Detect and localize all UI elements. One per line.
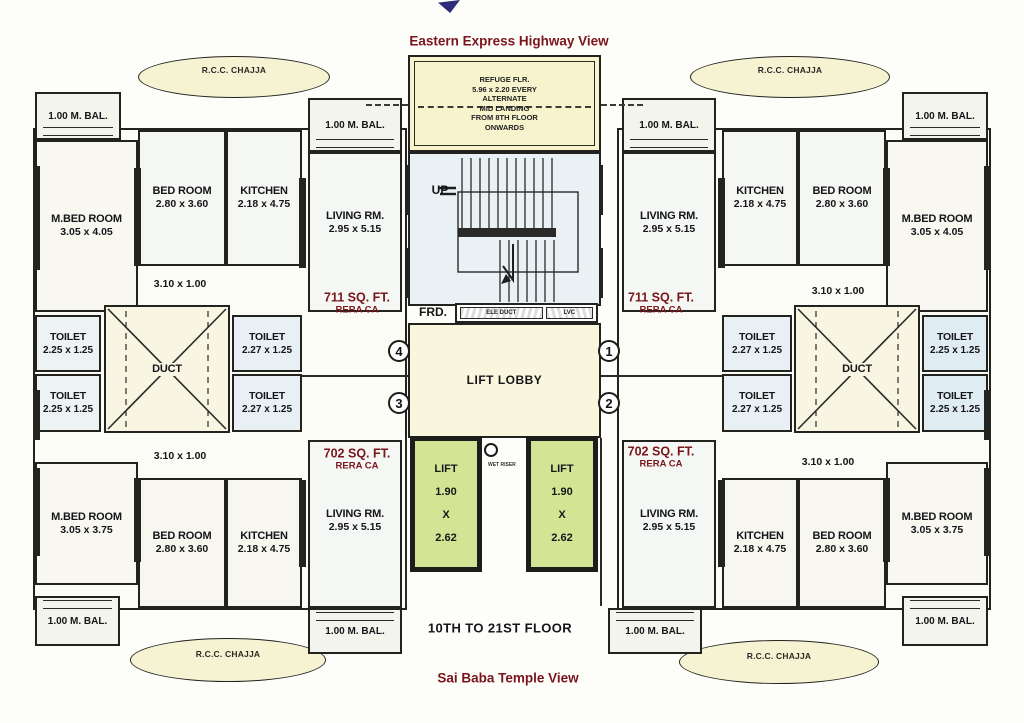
room-dim: 2.80 x 3.60 bbox=[815, 543, 869, 555]
duct-label: DUCT bbox=[149, 363, 185, 376]
room-dim: 2.95 x 5.15 bbox=[642, 223, 696, 235]
wall-segment bbox=[299, 178, 306, 268]
lift-dim: 2.62 bbox=[551, 532, 573, 544]
core-wall-left-lower bbox=[405, 438, 407, 606]
balcony-rail bbox=[316, 612, 394, 621]
room-mbed-top-left bbox=[35, 140, 138, 312]
flat-separation-left bbox=[302, 375, 408, 377]
flat-circle-3 bbox=[388, 392, 410, 414]
floor-range-label: 10TH TO 21ST FLOOR bbox=[427, 620, 573, 636]
room-bed-bottom-left bbox=[138, 478, 226, 608]
room-kitchen-bottom-right bbox=[722, 478, 798, 608]
balcony-mid-bottom-right bbox=[608, 608, 702, 654]
balcony-label: 1.00 M. BAL. bbox=[915, 615, 975, 627]
balcony-top-right-corner bbox=[902, 92, 988, 140]
room-bed-top-right bbox=[798, 130, 886, 266]
rera-label: RERA CA bbox=[335, 460, 379, 472]
staircase bbox=[410, 154, 599, 304]
sqft-label: 702 SQ. FT. bbox=[323, 446, 391, 461]
room-dim: 3.05 x 3.75 bbox=[910, 523, 964, 536]
room-dim: 2.27 x 1.25 bbox=[731, 404, 783, 415]
balcony-label: 1.00 M. BAL. bbox=[915, 110, 975, 122]
wall-segment bbox=[883, 478, 890, 562]
lift-label: LIFT bbox=[550, 463, 574, 475]
balcony-label: 1.00 M. BAL. bbox=[48, 110, 108, 122]
room-label: TOILET bbox=[739, 330, 775, 343]
wall-segment bbox=[718, 178, 725, 268]
chajja-oval-top-right bbox=[690, 56, 890, 98]
room-dim: 2.18 x 4.75 bbox=[733, 543, 787, 555]
balcony-rail bbox=[910, 127, 980, 136]
room-label: TOILET bbox=[249, 390, 285, 402]
passage-dim-bottom-right: 3.10 x 1.00 bbox=[801, 456, 855, 468]
balcony-bottom-left-corner bbox=[35, 596, 120, 646]
toilet-outer-1-right bbox=[922, 315, 988, 372]
room-label: LIVING RM. bbox=[640, 508, 698, 520]
lift-dim: 2.62 bbox=[435, 532, 457, 544]
duct-left bbox=[104, 305, 230, 433]
room-label: TOILET bbox=[249, 330, 285, 343]
balcony-mid-bottom-left bbox=[308, 608, 402, 654]
room-label: KITCHEN bbox=[736, 530, 784, 542]
balcony-rail bbox=[910, 600, 980, 609]
room-living-top-left bbox=[308, 152, 402, 312]
wall-segment bbox=[984, 390, 991, 440]
lift-lobby-label: LIFT LOBBY bbox=[466, 373, 543, 387]
refuge-line: 5.96 x 2.20 EVERY bbox=[472, 84, 537, 94]
balcony-rail bbox=[43, 127, 113, 136]
area-702-right bbox=[626, 445, 697, 470]
room-dim: 2.80 x 3.60 bbox=[155, 543, 209, 555]
ink-artifact bbox=[438, 0, 460, 13]
room-label: LIVING RM. bbox=[326, 508, 384, 520]
chajja-oval-bottom-left bbox=[130, 638, 326, 682]
room-mbed-bottom-right bbox=[886, 462, 988, 585]
lift-dim: 1.90 bbox=[435, 486, 457, 498]
wall-segment bbox=[883, 168, 890, 266]
chajja-label: R.C.C. CHAJJA bbox=[746, 651, 812, 661]
wall-segment bbox=[134, 478, 141, 562]
room-dim: 2.25 x 1.25 bbox=[929, 344, 981, 356]
room-label: LIVING RM. bbox=[640, 210, 698, 222]
balcony-rail bbox=[616, 612, 694, 621]
room-label: BED ROOM bbox=[812, 530, 872, 542]
room-label: BED ROOM bbox=[152, 185, 212, 197]
duct-label: DUCT bbox=[839, 363, 875, 376]
up-label: UP bbox=[431, 183, 449, 197]
room-living-top-right bbox=[622, 152, 716, 312]
balcony-label: 1.00 M. BAL. bbox=[325, 625, 385, 637]
room-label: LIVING RM. bbox=[326, 210, 384, 222]
refuge-line: ALTERNATE bbox=[482, 94, 527, 103]
rera-label: RERA CA bbox=[335, 304, 379, 316]
bottom-view-title: Sai Baba Temple View bbox=[437, 670, 579, 686]
room-label: KITCHEN bbox=[240, 185, 288, 197]
balcony-label: 1.00 M. BAL. bbox=[639, 119, 699, 131]
flat-number: 4 bbox=[395, 343, 403, 359]
core-wall-right-lower bbox=[600, 438, 602, 606]
balcony-rail bbox=[630, 139, 708, 148]
room-label: M.BED ROOM bbox=[901, 510, 973, 523]
room-dim: 2.95 x 5.15 bbox=[642, 521, 696, 533]
passage-dim-bottom-left: 3.10 x 1.00 bbox=[153, 450, 207, 462]
room-dim: 3.05 x 4.05 bbox=[910, 226, 964, 238]
wall-segment bbox=[33, 468, 40, 556]
room-label: BED ROOM bbox=[812, 185, 872, 197]
lift-left bbox=[410, 436, 482, 572]
room-dim: 2.27 x 1.25 bbox=[241, 404, 293, 415]
room-label: TOILET bbox=[937, 330, 973, 343]
wall-segment bbox=[134, 168, 141, 266]
flat-circle-1 bbox=[598, 340, 620, 362]
room-dim: 2.18 x 4.75 bbox=[237, 543, 291, 555]
toilet-inner-1-right bbox=[722, 315, 792, 372]
wall-segment bbox=[33, 390, 40, 440]
room-label: M.BED ROOM bbox=[51, 510, 122, 523]
room-dim: 2.25 x 1.25 bbox=[929, 404, 981, 415]
balcony-bottom-right-corner bbox=[902, 596, 988, 646]
frd-label: FRD. bbox=[419, 305, 447, 319]
top-view-title: Eastern Express Highway View bbox=[409, 33, 609, 49]
dashline-left-ext bbox=[366, 104, 408, 106]
balcony-rail bbox=[316, 139, 394, 148]
room-dim: 2.80 x 3.60 bbox=[155, 198, 209, 210]
ele-duct-box bbox=[460, 307, 543, 319]
refuge-floor-box bbox=[408, 55, 601, 152]
chajja-oval-bottom-right bbox=[679, 640, 879, 684]
area-702-left bbox=[322, 447, 393, 472]
flat-number: 1 bbox=[605, 343, 613, 359]
room-bed-top-left bbox=[138, 130, 226, 266]
sqft-label: 711 SQ. FT. bbox=[627, 290, 695, 305]
lift-lobby bbox=[408, 323, 601, 438]
wet-riser-circle bbox=[484, 443, 498, 457]
room-dim: 3.05 x 3.75 bbox=[60, 523, 113, 536]
ele-duct-strip bbox=[455, 303, 598, 323]
area-711-right bbox=[628, 291, 694, 316]
toilet-inner-2-right bbox=[722, 374, 792, 432]
room-label: KITCHEN bbox=[240, 530, 288, 542]
area-711-left bbox=[324, 291, 390, 316]
passage-dim-top-right: 3.10 x 1.00 bbox=[811, 285, 865, 297]
lift-dim: X bbox=[442, 509, 450, 521]
refuge-line: MID LANDING bbox=[479, 103, 530, 113]
toilet-outer-2-right bbox=[922, 374, 988, 432]
room-dim: 2.25 x 1.25 bbox=[42, 344, 94, 356]
balcony-label: 1.00 M. BAL. bbox=[47, 615, 108, 627]
room-mbed-top-right bbox=[886, 140, 988, 312]
toilet-outer-1-left bbox=[35, 315, 101, 372]
room-dim: 2.25 x 1.25 bbox=[42, 404, 94, 415]
sqft-label: 702 SQ. FT. bbox=[627, 444, 695, 459]
room-label: KITCHEN bbox=[736, 185, 784, 197]
flat-number: 2 bbox=[605, 395, 613, 411]
ele-duct-label: ELE DUCT bbox=[486, 310, 517, 316]
sqft-label: 711 SQ. FT. bbox=[323, 290, 391, 305]
room-dim: 2.27 x 1.25 bbox=[241, 344, 293, 356]
balcony-label: 1.00 M. BAL. bbox=[625, 625, 685, 637]
flat-number: 3 bbox=[395, 395, 403, 411]
refuge-line: FROM 8TH FLOOR bbox=[471, 113, 538, 122]
rera-label: RERA CA bbox=[639, 304, 683, 316]
room-label: TOILET bbox=[50, 390, 86, 402]
room-dim: 2.27 x 1.25 bbox=[731, 344, 783, 356]
room-dim: 2.80 x 3.60 bbox=[815, 198, 869, 210]
lvc-label: LVC bbox=[563, 310, 576, 316]
room-dim: 2.95 x 5.15 bbox=[328, 521, 382, 533]
chajja-label: R.C.C. CHAJJA bbox=[201, 65, 267, 75]
chajja-oval-top-left bbox=[138, 56, 330, 98]
room-label: M.BED ROOM bbox=[51, 213, 122, 225]
wet-riser-label: WET RISER bbox=[488, 462, 516, 468]
lift-right bbox=[526, 436, 598, 572]
room-label: BED ROOM bbox=[152, 530, 212, 542]
room-kitchen-bottom-left bbox=[226, 478, 302, 608]
chajja-label: R.C.C. CHAJJA bbox=[195, 649, 261, 659]
toilet-outer-2-left bbox=[35, 374, 101, 432]
wall-segment bbox=[718, 480, 725, 567]
balcony-mid-top-right bbox=[622, 98, 716, 152]
wall-segment bbox=[299, 480, 306, 567]
dashline-right-ext bbox=[601, 104, 643, 106]
lift-label: LIFT bbox=[434, 463, 458, 475]
toilet-inner-2-left bbox=[232, 374, 302, 432]
room-dim: 2.18 x 4.75 bbox=[237, 198, 291, 210]
balcony-rail bbox=[43, 600, 112, 609]
flat-circle-4 bbox=[388, 340, 410, 362]
wall-segment bbox=[984, 468, 991, 556]
room-mbed-bottom-left bbox=[35, 462, 138, 585]
lift-dim: 1.90 bbox=[551, 486, 573, 498]
balcony-label: 1.00 M. BAL. bbox=[325, 119, 385, 131]
balcony-top-left-corner bbox=[35, 92, 121, 140]
room-label: TOILET bbox=[937, 390, 973, 402]
chajja-label: R.C.C. CHAJJA bbox=[757, 65, 823, 75]
toilet-inner-1-left bbox=[232, 315, 302, 372]
passage-dim-top-left: 3.10 x 1.00 bbox=[153, 278, 207, 290]
duct-right bbox=[794, 305, 920, 433]
room-kitchen-top-left bbox=[226, 130, 302, 266]
flat-circle-2 bbox=[598, 392, 620, 414]
rera-label: RERA CA bbox=[639, 458, 683, 470]
lift-dim: X bbox=[558, 509, 566, 521]
room-label: M.BED ROOM bbox=[901, 213, 973, 225]
room-dim: 3.05 x 4.05 bbox=[60, 226, 113, 238]
wall-segment bbox=[984, 166, 991, 270]
balcony-mid-top-left bbox=[308, 98, 402, 152]
room-dim: 2.95 x 5.15 bbox=[328, 223, 382, 235]
lvc-box bbox=[546, 307, 593, 319]
room-dim: 2.18 x 4.75 bbox=[733, 198, 787, 210]
stairwell bbox=[408, 152, 601, 306]
room-kitchen-top-right bbox=[722, 130, 798, 266]
room-label: TOILET bbox=[50, 330, 86, 343]
room-label: TOILET bbox=[739, 390, 775, 402]
flat-separation-right bbox=[601, 375, 722, 377]
room-bed-bottom-right bbox=[798, 478, 886, 608]
wall-segment bbox=[33, 166, 40, 270]
refuge-line: ONWARDS bbox=[484, 122, 525, 132]
refuge-line: REFUGE FLR. bbox=[479, 75, 530, 84]
